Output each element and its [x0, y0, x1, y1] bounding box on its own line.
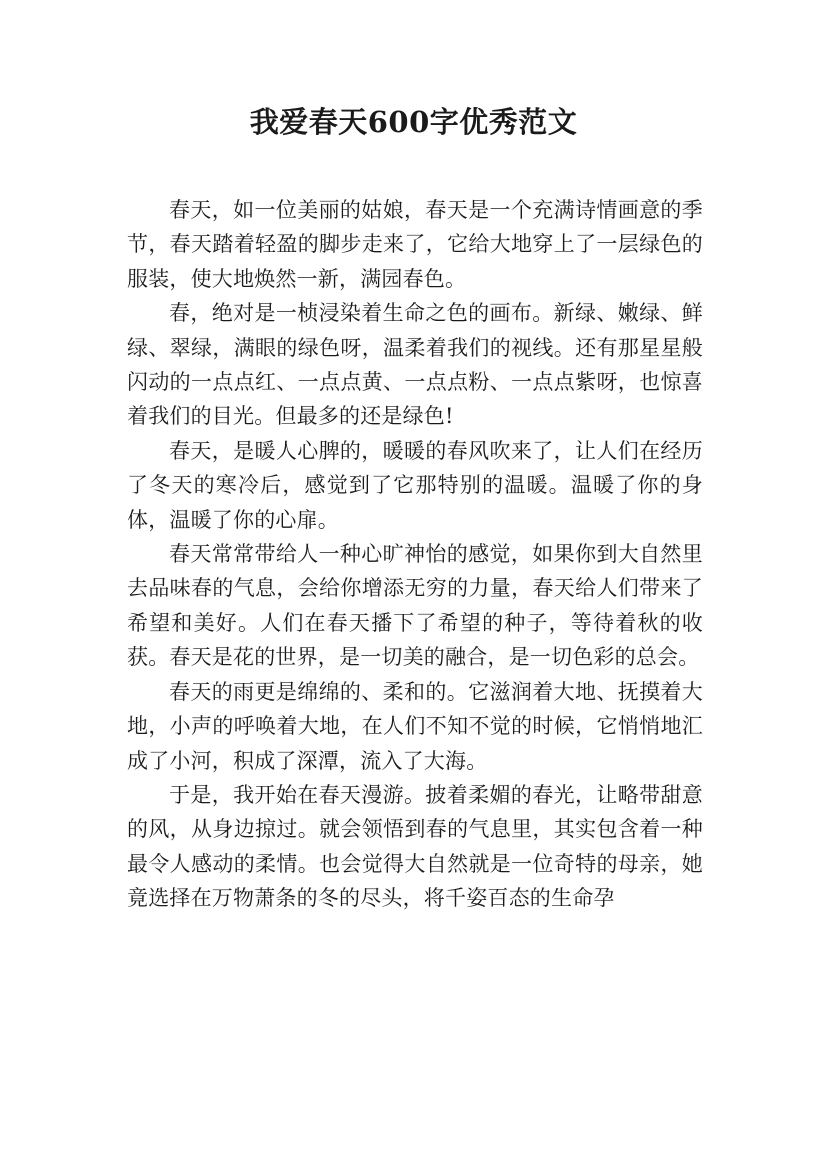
- document-title: 我爱春天600字优秀范文: [249, 105, 578, 139]
- paragraph-1: 春天，如一位美丽的姑娘，春天是一个充满诗情画意的季节，春天踏着轻盈的脚步走来了，它给大地穿上了一层绿色的服装，使大地焕然一新，满园春色。: [127, 198, 703, 291]
- paragraph-3: 春天，是暖人心脾的，暖暖的春风吹来了，让人们在经历了冬天的寒冷后，感觉到了它那特别的温暖。温暖了你的身体，温暖了你的心扉。: [127, 438, 703, 532]
- paragraph-4: 春天常常带给人一种心旷神怡的感觉，如果你到大自然里去品味春的气息，会给你增添无穷的力量，春天给人们带来了希望和美好。人们在春天播下了希望的种子，等待着秋的收获。春天是花的世界，是一切美的融合，是一切色彩的总会。: [127, 542, 703, 670]
- paragraph-5: 春天的雨更是绵绵的、柔和的。它滋润着大地、抚摸着大地，小声的呼唤着大地，在人们不知不觉的时候，它悄悄地汇成了小河，积成了深潭，流入了大海。: [127, 679, 703, 773]
- paragraph-6: 于是，我开始在春天漫游。披着柔媚的春光，让略带甜意的风，从身边掠过。就会领悟到春的气息里，其实包含着一种最令人感动的柔情。也会觉得大自然就是一位奇特的母亲，她竟选择在万物萧条的冬的尽头，将千姿百态的生命孕: [127, 782, 703, 911]
- document-body: [127, 193, 703, 916]
- paragraph-2: 春，绝对是一桢浸染着生命之色的画布。新绿、嫩绿、鲜绿、翠绿，满眼的绿色呀，温柔着我们的视线。还有那星星般闪动的一点点红、一点点黄、一点点粉、一点点紫呀，也惊喜着我们的目光。但最多的还是绿色!: [127, 301, 703, 429]
